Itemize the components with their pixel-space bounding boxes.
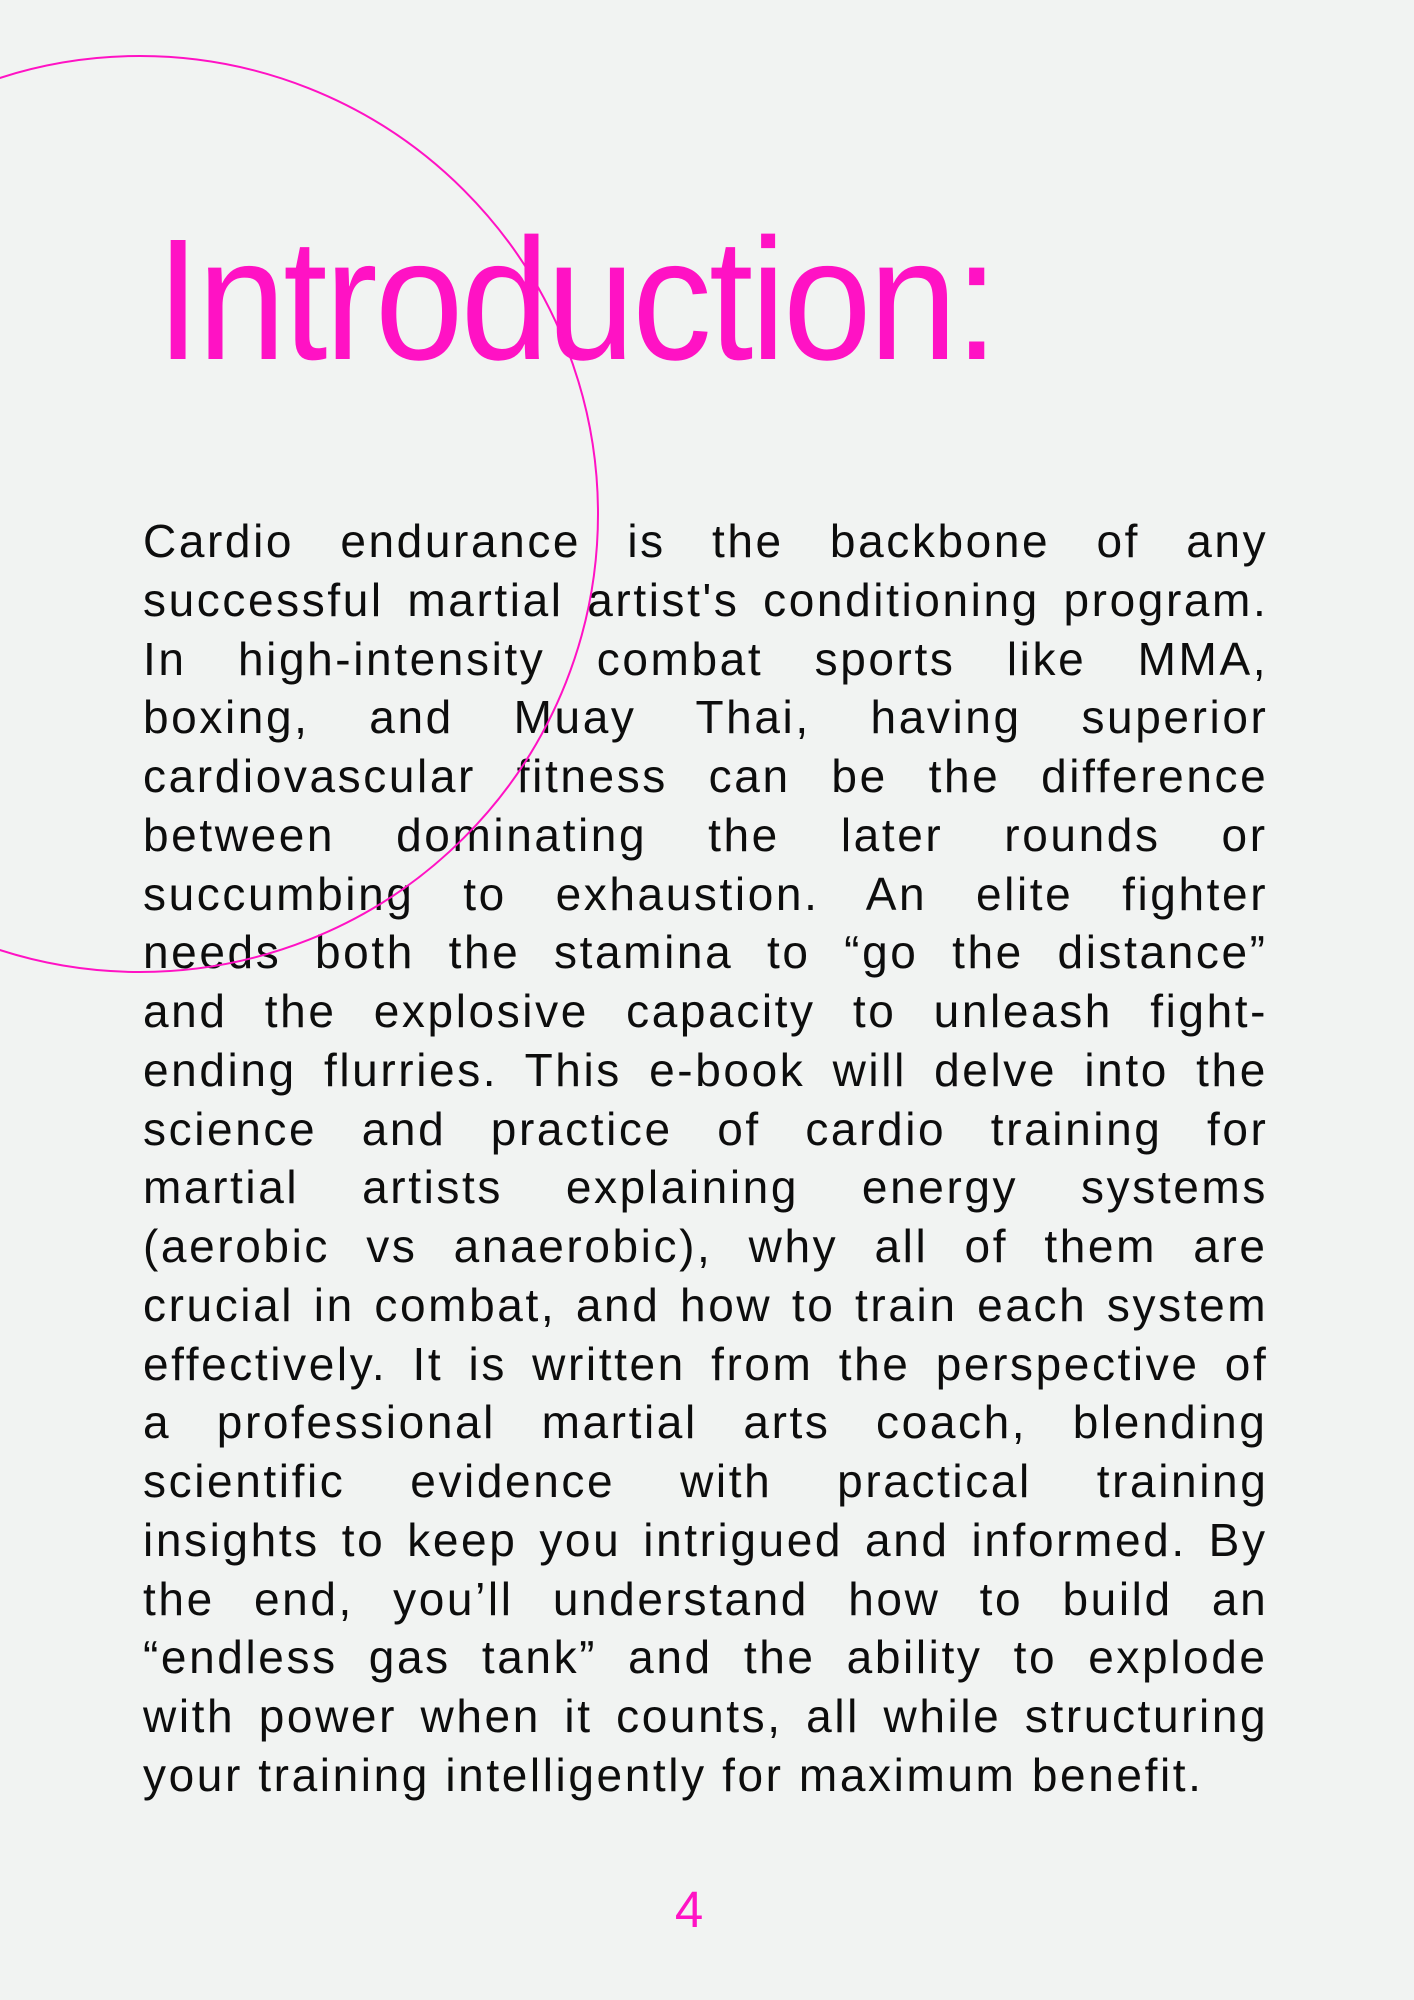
paragraph-line: crucial in combat, and how to train each system: [143, 1278, 1269, 1331]
paragraph-line: cardiovascular fitness can be the difference: [143, 750, 1269, 802]
paragraph-line: science and practice of cardio training for: [143, 1102, 1269, 1155]
paragraph-line: a professional martial arts coach, blending: [143, 1396, 1268, 1449]
paragraph-line: scientific evidence with practical training: [143, 1455, 1269, 1507]
paragraph-line: (aerobic vs anaerobic), why all of them are: [143, 1220, 1268, 1272]
paragraph-line: martial artists explaining energy systems: [143, 1161, 1268, 1214]
paragraph-line: and the explosive capacity to unleash fight-: [143, 985, 1269, 1037]
paragraph-line: between dominating the later rounds or: [143, 808, 1268, 861]
paragraph-line: Cardio endurance is the backbone of any: [143, 515, 1269, 567]
paragraph-line: boxing, and Muay Thai, having superior: [143, 691, 1269, 744]
paragraph-line: In high-intensity combat sports like MMA,: [143, 632, 1269, 685]
intro-paragraph: [143, 512, 1268, 1805]
paragraph-line: the end, you’ll understand how to build an: [143, 1572, 1269, 1625]
paragraph-line: your training intelligently for maximum benefit.: [143, 1748, 1204, 1801]
paragraph-line: succumbing to exhaustion. An elite fighter: [143, 867, 1269, 920]
paragraph-line: needs both the stamina to “go the distance”: [143, 926, 1268, 979]
page-title: Introduction:: [156, 202, 997, 396]
paragraph-line: insights to keep you intrigued and informed. By: [143, 1513, 1268, 1566]
paragraph-line: ending flurries. This e-book will delve into the: [143, 1043, 1268, 1096]
page-number: 4: [674, 1881, 704, 1938]
paragraph-line: effectively. It is written from the perspective of: [143, 1337, 1269, 1390]
paragraph-line: “endless gas tank” and the ability to explode: [143, 1631, 1268, 1684]
paragraph-line: with power when it counts, all while structuring: [143, 1690, 1269, 1742]
paragraph-line: successful martial artist's conditioning program.: [143, 573, 1269, 626]
